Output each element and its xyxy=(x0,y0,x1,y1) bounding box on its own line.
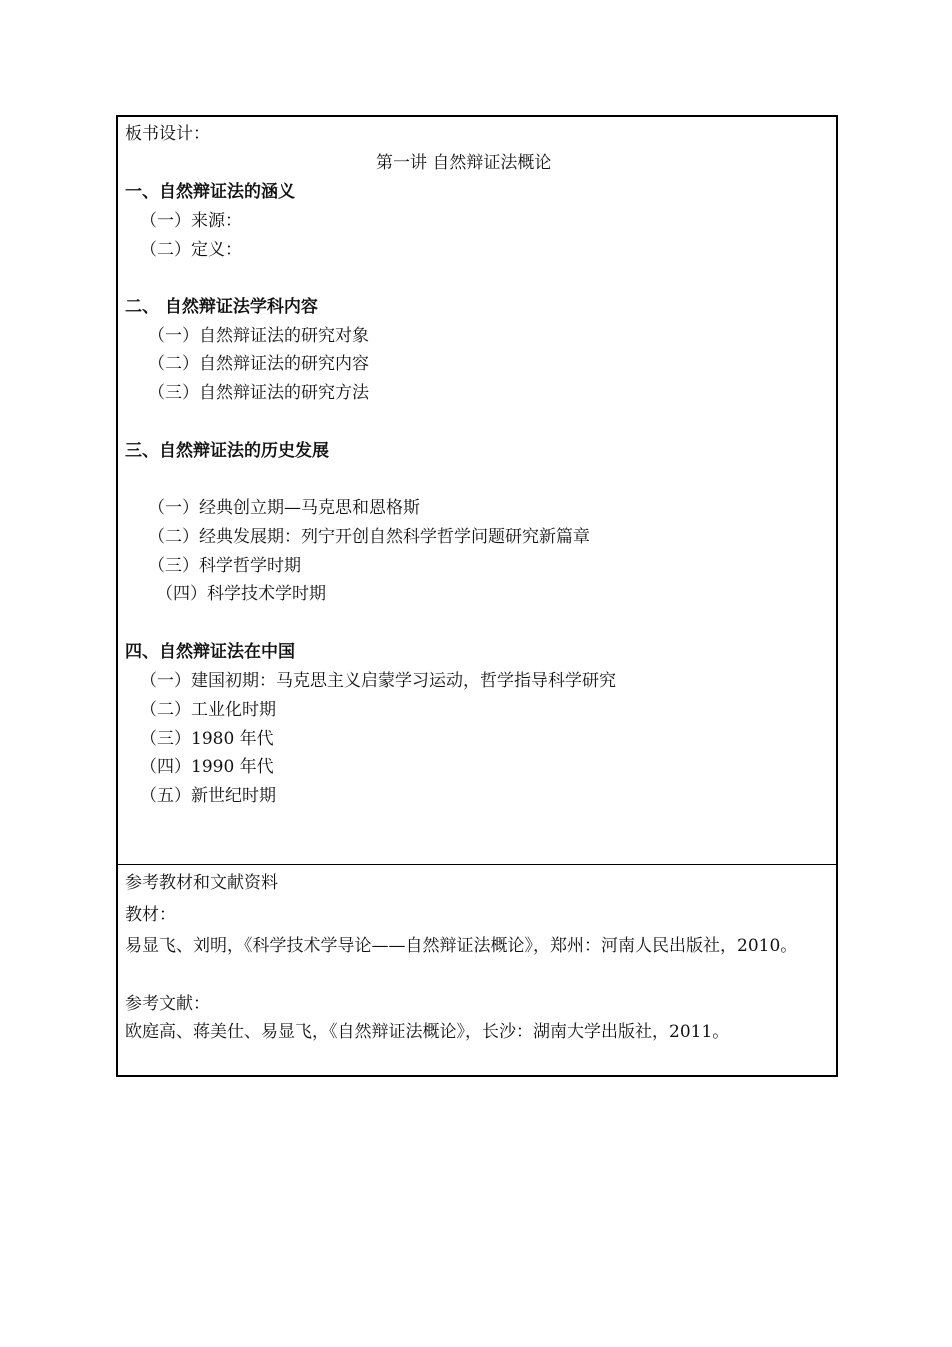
lecture-title: 第一讲 自然辩证法概论 xyxy=(376,153,552,173)
section-3-item-2: （二）经典发展期：列宁开创自然科学哲学问题研究新篇章 xyxy=(148,527,590,547)
literature-citation: 欧庭高、蒋美仕、易显飞，《自然辩证法概论》，长沙：湖南大学出版社，2011。 xyxy=(125,1022,730,1042)
section-3-item-4: （四）科学技术学时期 xyxy=(156,584,326,604)
section-4-heading: 四、自然辩证法在中国 xyxy=(125,642,295,662)
board-heading: 板书设计： xyxy=(125,124,210,144)
section-4-item-5: （五）新世纪时期 xyxy=(140,786,276,806)
section-2-heading: 二、 自然辩证法学科内容 xyxy=(125,297,318,317)
section-2-item-1: （一）自然辩证法的研究对象 xyxy=(148,326,369,346)
section-4-item-1: （一）建国初期：马克思主义启蒙学习运动，哲学指导科学研究 xyxy=(140,671,616,691)
section-3-item-3: （三）科学哲学时期 xyxy=(148,556,301,576)
section-2-item-2: （二）自然辩证法的研究内容 xyxy=(148,354,369,374)
section-4-item-3: （三）1980 年代 xyxy=(140,729,274,749)
textbook-label: 教材： xyxy=(125,905,176,925)
section-1-heading: 一、自然辩证法的涵义 xyxy=(125,182,295,202)
section-3-heading: 三、自然辩证法的历史发展 xyxy=(125,441,329,461)
section-4-item-2: （二）工业化时期 xyxy=(140,700,276,720)
section-1-item-1: （一）来源： xyxy=(140,211,242,231)
table-row-divider xyxy=(116,864,838,865)
section-4-item-4: （四）1990 年代 xyxy=(140,757,274,777)
section-2-item-3: （三）自然辩证法的研究方法 xyxy=(148,383,369,403)
references-heading: 参考教材和文献资料 xyxy=(125,873,278,893)
section-1-item-2: （二）定义： xyxy=(140,240,242,260)
literature-label: 参考文献： xyxy=(125,994,210,1014)
textbook-citation: 易显飞、刘明，《科学技术学导论——自然辩证法概论》，郑州：河南人民出版社，2010。 xyxy=(125,936,798,956)
section-3-item-1: （一）经典创立期—马克思和恩格斯 xyxy=(148,498,420,518)
